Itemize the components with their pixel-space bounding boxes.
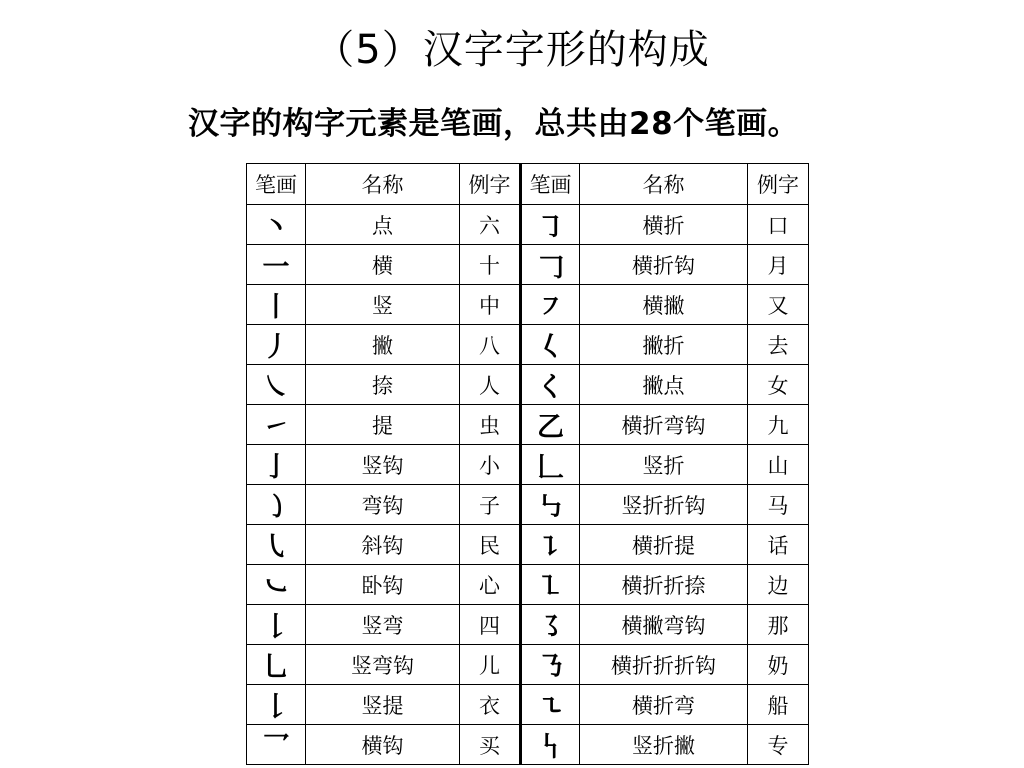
strokes-table (246, 163, 809, 765)
example-right-cell: 山 (748, 445, 809, 485)
name-right-cell: 竖折折钩 (580, 485, 748, 525)
example-right-cell: 船 (748, 685, 809, 725)
example-left-cell: 衣 (460, 685, 521, 725)
example-right-cell: 又 (748, 285, 809, 325)
example-left-cell: 子 (460, 485, 521, 525)
example-right-cell: 边 (748, 565, 809, 605)
name-right-cell: 竖折撇 (580, 725, 748, 765)
name-right-cell: 撇折 (580, 325, 748, 365)
table-row (247, 685, 809, 725)
example-left-cell: 买 (460, 725, 521, 765)
name-right-cell: 横折弯钩 (580, 405, 748, 445)
table-row (247, 565, 809, 605)
example-right-cell: 专 (748, 725, 809, 765)
example-left-cell: 八 (460, 325, 521, 365)
stroke-left-cell: 乚 (247, 645, 306, 685)
name-left-cell: 竖 (306, 285, 460, 325)
name-left-cell: 点 (306, 205, 460, 245)
example-right-cell: 马 (748, 485, 809, 525)
table-row (247, 205, 809, 245)
example-left-cell: 十 (460, 245, 521, 285)
header-example-left: 例字 (460, 164, 521, 205)
page-title: （5）汉字字形的构成 (314, 27, 710, 73)
name-left-cell: 撇 (306, 325, 460, 365)
name-right-cell: 横折折折钩 (580, 645, 748, 685)
name-left-cell: 捺 (306, 365, 460, 405)
name-left-cell: 横钩 (306, 725, 460, 765)
name-right-cell: 横撇弯钩 (580, 605, 748, 645)
table-row (247, 405, 809, 445)
table-row (247, 485, 809, 525)
stroke-left-cell: 丶 (247, 205, 306, 245)
stroke-left-cell: 一 (247, 245, 306, 285)
name-right-cell: 横折提 (580, 525, 748, 565)
stroke-left-cell: ㇂ (247, 525, 306, 565)
stroke-right-cell: く (521, 365, 580, 405)
stroke-left-cell: 亅 (247, 445, 306, 485)
name-left-cell: 斜钩 (306, 525, 460, 565)
example-left-cell: 中 (460, 285, 521, 325)
stroke-left-cell: ㇃ (247, 565, 306, 605)
stroke-left-cell: ㇀ (247, 405, 306, 445)
example-left-cell: 小 (460, 445, 521, 485)
name-left-cell: 卧钩 (306, 565, 460, 605)
name-left-cell: 竖提 (306, 685, 460, 725)
stroke-right-cell: ㇍ (521, 685, 580, 725)
header-name-right: 名称 (580, 164, 748, 205)
table-row (247, 245, 809, 285)
example-left-cell: 四 (460, 605, 521, 645)
example-right-cell: 口 (748, 205, 809, 245)
stroke-left-cell: 乛 (247, 725, 306, 765)
stroke-left-cell: ㇁ (247, 485, 306, 525)
stroke-left-cell: 丨 (247, 285, 306, 325)
name-left-cell: 竖弯钩 (306, 645, 460, 685)
table-row (247, 525, 809, 565)
table-row (247, 645, 809, 685)
name-left-cell: 提 (306, 405, 460, 445)
table-row (247, 365, 809, 405)
header-stroke-right: 笔画 (521, 164, 580, 205)
header-stroke-left: 笔画 (247, 164, 306, 205)
name-right-cell: 横撇 (580, 285, 748, 325)
example-right-cell: 奶 (748, 645, 809, 685)
example-right-cell: 月 (748, 245, 809, 285)
example-right-cell: 九 (748, 405, 809, 445)
stroke-left-cell: 𠄌 (247, 685, 306, 725)
example-right-cell: 去 (748, 325, 809, 365)
stroke-left-cell: ㇏ (247, 365, 306, 405)
name-right-cell: 横折折捺 (580, 565, 748, 605)
name-right-cell: 横折 (580, 205, 748, 245)
stroke-left-cell: 丿 (247, 325, 306, 365)
stroke-right-cell: ㇉ (521, 485, 580, 525)
table-row (247, 325, 809, 365)
stroke-right-cell: 乙 (521, 405, 580, 445)
name-left-cell: 横 (306, 245, 460, 285)
stroke-right-cell: 𠃌 (521, 245, 580, 285)
header-example-right: 例字 (748, 164, 809, 205)
header-name-left: 名称 (306, 164, 460, 205)
name-left-cell: 竖钩 (306, 445, 460, 485)
example-left-cell: 民 (460, 525, 521, 565)
table-row (247, 285, 809, 325)
stroke-right-cell: ㇆ (521, 205, 580, 245)
stroke-left-cell: 𠄌 (247, 605, 306, 645)
table-row (247, 605, 809, 645)
example-left-cell: 儿 (460, 645, 521, 685)
example-right-cell: 话 (748, 525, 809, 565)
table-row (247, 445, 809, 485)
table-header-row (247, 164, 809, 205)
stroke-right-cell: 𡿨 (521, 325, 580, 365)
example-left-cell: 心 (460, 565, 521, 605)
name-left-cell: 弯钩 (306, 485, 460, 525)
stroke-right-cell: ㇇ (521, 285, 580, 325)
table-row (247, 725, 809, 765)
name-left-cell: 竖弯 (306, 605, 460, 645)
name-right-cell: 横折弯 (580, 685, 748, 725)
name-right-cell: 横折钩 (580, 245, 748, 285)
name-right-cell: 竖折 (580, 445, 748, 485)
page-subtitle: 汉字的构字元素是笔画，总共由28个笔画。 (188, 106, 800, 142)
stroke-right-cell: ㇡ (521, 645, 580, 685)
stroke-right-cell: 𠃑 (521, 725, 580, 765)
example-right-cell: 女 (748, 365, 809, 405)
stroke-right-cell: ㇌ (521, 605, 580, 645)
example-left-cell: 六 (460, 205, 521, 245)
example-right-cell: 那 (748, 605, 809, 645)
stroke-right-cell: ㇊ (521, 525, 580, 565)
stroke-right-cell: ㇅ (521, 565, 580, 605)
name-right-cell: 撇点 (580, 365, 748, 405)
example-left-cell: 虫 (460, 405, 521, 445)
example-left-cell: 人 (460, 365, 521, 405)
stroke-right-cell: 𠃊 (521, 445, 580, 485)
